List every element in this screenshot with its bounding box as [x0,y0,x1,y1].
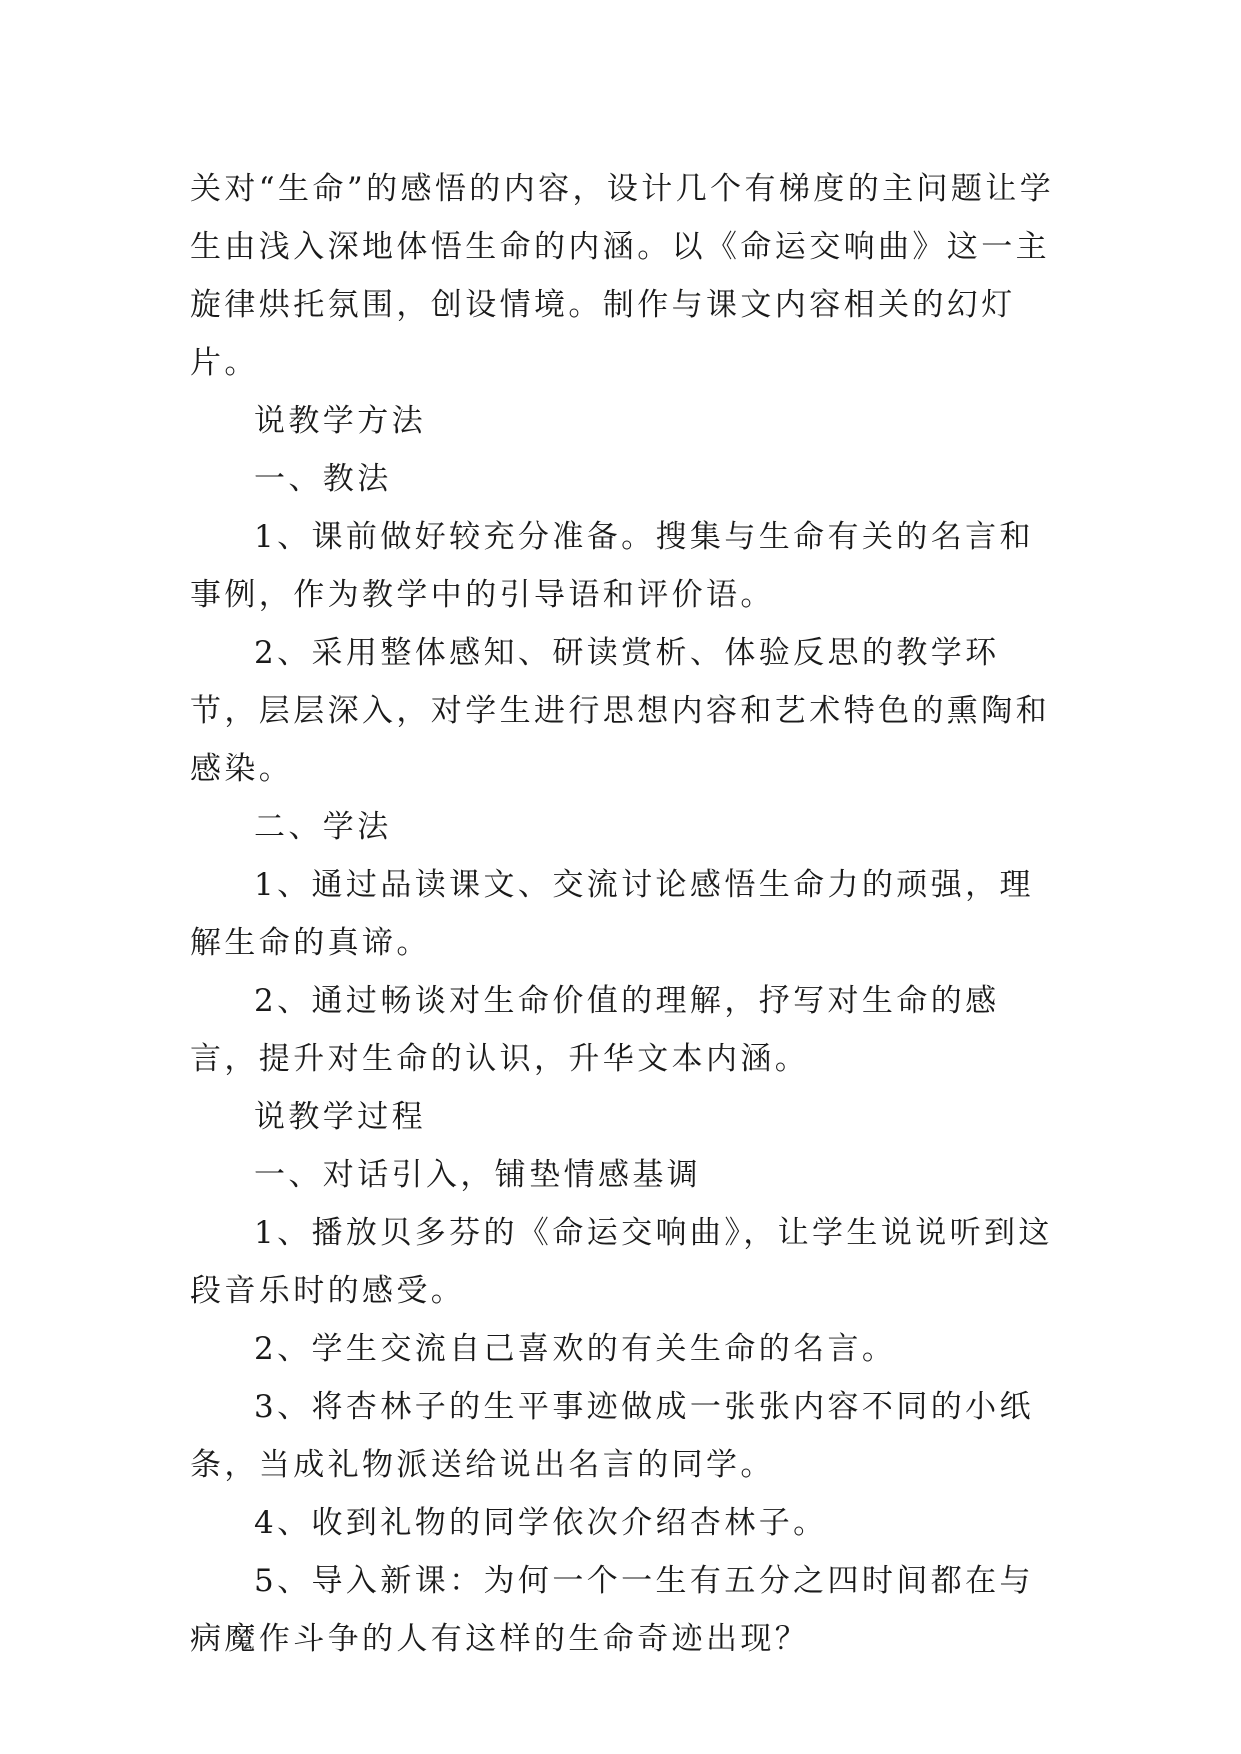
paragraph-1: 关对“生命”的感悟的内容，设计几个有梯度的主问题让学生由浅入深地体悟生命的内涵。以《命运交响曲》这一主旋律烘托氛围，创设情境。制作与课文内容相关的幻灯片。 [190,171,1055,381]
section-heading-teaching-methods: 说教学方法 [254,403,426,439]
paragraph-process-1: 1、播放贝多芬的《命运交响曲》，让学生说说听到这段音乐时的感受。 [190,1215,1053,1309]
paragraph-process-5: 5、导入新课：为何一个一生有五分之四时间都在与病魔作斗争的人有这样的生命奇迹出现？ [190,1563,1034,1657]
paragraph-learning-2: 2、通过畅谈对生命价值的理解，抒写对生命的感言，提升对生命的认识，升华文本内涵。 [190,983,1000,1077]
paragraph-method-2: 2、采用整体感知、研读赏析、体验反思的教学环节，层层深入，对学生进行思想内容和艺术特色的熏陶和感染。 [190,635,1050,787]
subheading-dialogue-intro: 一、对话引入，铺垫情感基调 [254,1157,702,1193]
paragraph-learning-1: 1、通过品读课文、交流讨论感悟生命力的顽强，理解生命的真谛。 [190,867,1034,961]
subheading-learning-method: 二、学法 [254,809,392,845]
paragraph-process-2: 2、学生交流自己喜欢的有关生命的名言。 [254,1331,897,1367]
subheading-teaching-method: 一、教法 [254,461,392,497]
document-body [190,160,1060,1668]
paragraph-process-3: 3、将杏林子的生平事迹做成一张张内容不同的小纸条，当成礼物派送给说出名言的同学。 [190,1389,1034,1483]
paragraph-method-1: 1、课前做好较充分准备。搜集与生命有关的名言和事例，作为教学中的引导语和评价语。 [190,519,1034,613]
paragraph-process-4: 4、收到礼物的同学依次介绍杏林子。 [254,1505,828,1541]
section-heading-teaching-process: 说教学过程 [254,1099,426,1135]
